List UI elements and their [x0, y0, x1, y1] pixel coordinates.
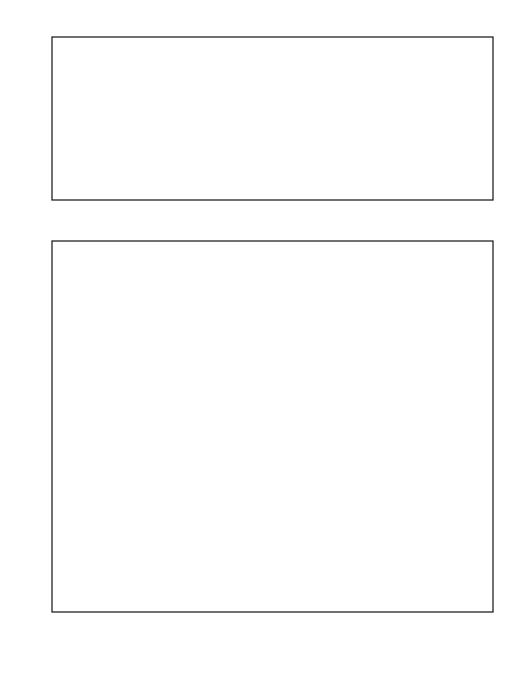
power-chart-frame	[52, 37, 493, 200]
pressure-chart-frame	[52, 241, 493, 612]
power-chart	[52, 37, 493, 200]
pressure-chart	[52, 241, 493, 612]
